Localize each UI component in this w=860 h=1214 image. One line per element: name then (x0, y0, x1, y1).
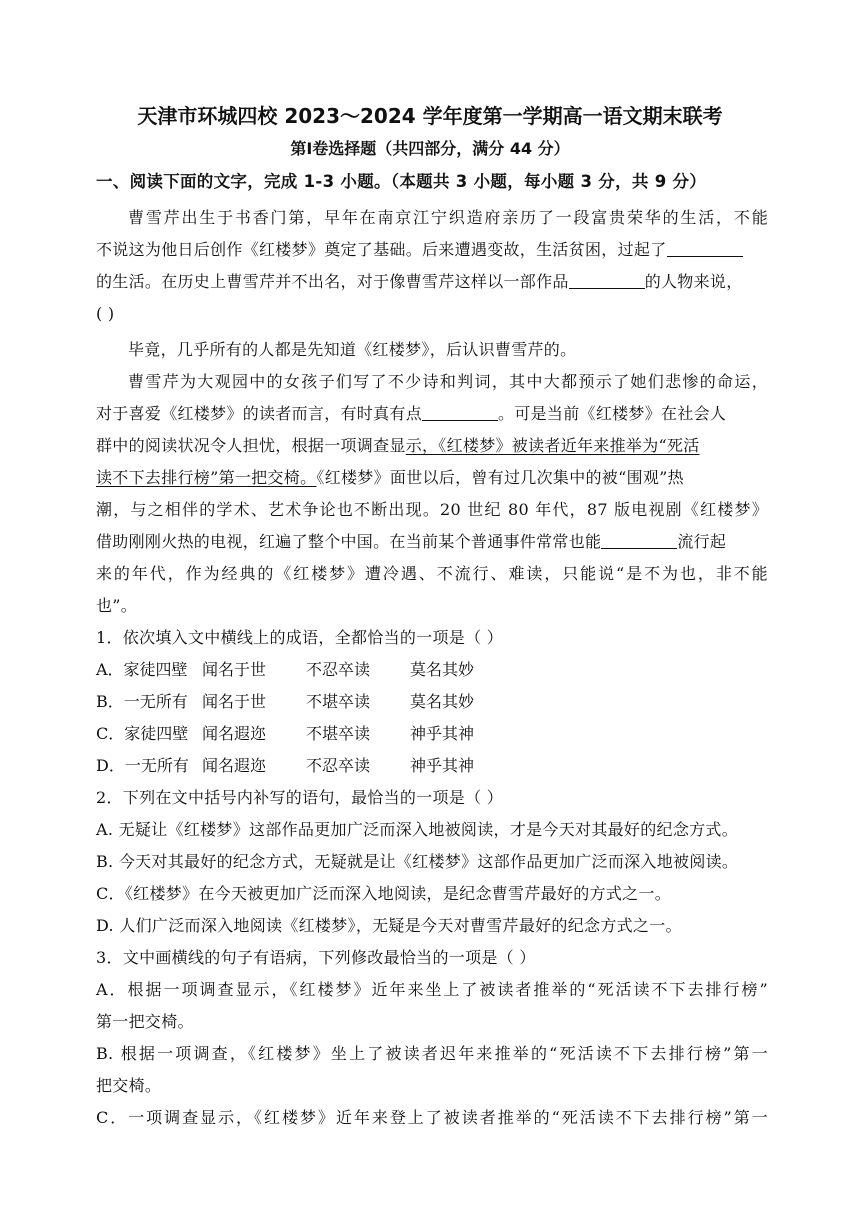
fill-blank (422, 404, 498, 421)
question-1-stem: 1．依次填入文中横线上的成语，全都恰当的一项是（ ） (96, 628, 504, 647)
passage-text: 对于喜爱《红楼梦》的读者而言，有时真有点 (96, 404, 423, 423)
option-a-cont: 第一把交椅。 (96, 1012, 194, 1031)
option-c: C．《红楼梦》在今天被更加广泛而深入地阅读，是纪念曹雪芹最好的方式之一。 (96, 884, 672, 903)
passage-text: 。可是当前《红楼梦》在社会人 (498, 404, 727, 423)
option-term: 神乎其神 (410, 724, 475, 743)
underlined-sentence: 读不下去排行榜”第一把交椅。 (96, 468, 317, 487)
fill-blank (569, 272, 645, 289)
option-d: D. 人们广泛而深入地阅读《红楼梦》，无疑是今天对曹雪芹最好的纪念方式之一。 (96, 916, 682, 935)
option-b: B. 今天对其最好的纪念方式，无疑就是让《红楼梦》这部作品更加广泛而深入地被阅读。 (96, 852, 739, 871)
option-a: A．根据一项调查显示，《红楼梦》近年来坐上了被读者推举的“死活读不下去排行榜” (96, 980, 768, 999)
fill-blank (601, 532, 677, 549)
passage-line (96, 532, 768, 552)
option-b-cont: 把交椅。 (96, 1076, 162, 1095)
option-term: 莫名其妙 (410, 692, 475, 711)
exam-title: 天津市环城四校 2023～2024 学年度第一学期高一语文期末联考 (137, 104, 723, 128)
passage-line: 潮，与之相伴的学术、艺术争论也不断出现。20 世纪 80 年代，87 版电视剧《红楼梦》 (96, 500, 768, 519)
passage-text: 借助刚刚火热的电视，红遍了整个中国。在当前某个普通事件常常也能 (96, 532, 602, 551)
passage-text: 的人物来说， (644, 272, 743, 291)
passage-line (96, 404, 768, 424)
passage-text: 《红楼梦》面世以后，曾有过几次集中的被“围观”热 (316, 468, 684, 487)
passage-line (96, 240, 768, 260)
passage-line: 也”。 (96, 596, 138, 615)
option-label: D．一无所有 (96, 756, 189, 775)
option-term: 不堪卒读 (306, 724, 371, 743)
passage-text: 流行起 (677, 532, 727, 551)
option-term: 不忍卒读 (306, 660, 371, 679)
option-term: 不堪卒读 (306, 692, 371, 711)
option-label: B．一无所有 (96, 692, 188, 711)
option-label: C．家徒四壁 (96, 724, 189, 743)
passage-line (96, 272, 768, 292)
section-subtitle: 第Ⅰ卷选择题（共四部分，满分 44 分） (290, 139, 570, 158)
passage-text: 的生活。在历史上曹雪芹并不出名，对于像曹雪芹这样以一部作品 (96, 272, 569, 291)
underlined-sentence: 示，《红楼梦》被读者近年来推举为“死活 (405, 436, 700, 455)
passage-line: 毕竟，几乎所有的人都是先知道《红楼梦》，后认识曹雪芹的。 (128, 340, 577, 359)
option-term: 闻名于世 (202, 660, 267, 679)
option-term: 闻名于世 (202, 692, 267, 711)
option-term: 莫名其妙 (410, 660, 475, 679)
option-term: 神乎其神 (410, 756, 475, 775)
fill-blank (667, 240, 743, 257)
passage-line: 来的年代，作为经典的《红楼梦》遭冷遇、不流行、难读，只能说“是不为也，非不能 (96, 564, 768, 583)
bracket-blank: ( ) (96, 304, 115, 323)
passage-text: 群中的阅读状况令人担忧，根据一项调查显 (96, 436, 406, 455)
option-term: 闻名遐迩 (202, 724, 267, 743)
option-b: B. 根据一项调查，《红楼梦》坐上了被读者迟年来推举的“死活读不下去排行榜”第一 (96, 1044, 768, 1063)
option-a: A. 无疑让《红楼梦》这部作品更加广泛而深入地被阅读，才是今天对其最好的纪念方式。 (96, 820, 739, 839)
passage-line: 曹雪芹出生于书香门第，早年在南京江宁织造府亲历了一段富贵荣华的生活，不能 (128, 208, 768, 227)
passage-text: 不说这为他日后创作《红楼梦》奠定了基础。后来遭遇变故，生活贫困，过起了 (96, 240, 667, 259)
question-2-stem: 2．下列在文中括号内补写的语句，最恰当的一项是（ ） (96, 788, 504, 807)
question-3-stem: 3．文中画横线的句子有语病，下列修改最恰当的一项是（ ） (96, 948, 536, 967)
option-term: 闻名遐迩 (202, 756, 267, 775)
option-term: 不忍卒读 (306, 756, 371, 775)
section-heading: 一、阅读下面的文字，完成 1-3 小题。（本题共 3 小题，每小题 3 分，共 9 分） (96, 172, 707, 191)
passage-line: 曹雪芹为大观园中的女孩子们写了不少诗和判词，其中大都预示了她们悲惨的命运， (128, 372, 768, 391)
option-c: C．一项调查显示，《红楼梦》近年来登上了被读者推举的“死活读不下去排行榜”第一 (96, 1108, 768, 1127)
passage-line (96, 436, 768, 456)
passage-line (96, 468, 768, 488)
option-label: A．家徒四壁 (96, 660, 188, 679)
